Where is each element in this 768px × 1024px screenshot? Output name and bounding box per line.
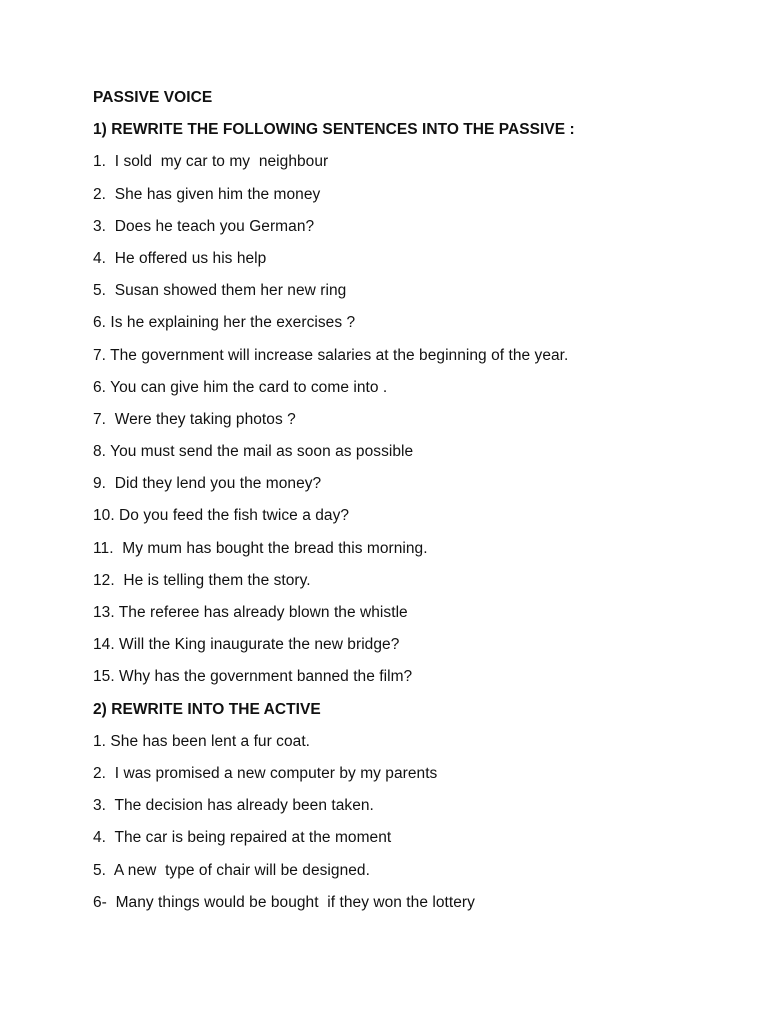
list-item: 5. A new type of chair will be designed. <box>93 861 370 879</box>
list-item: 7. Were they taking photos ? <box>93 410 296 428</box>
page-title: PASSIVE VOICE <box>93 89 213 106</box>
list-item: 7. The government will increase salaries at the beginning of the year. <box>93 346 569 364</box>
list-item: 12. He is telling them the story. <box>93 571 311 589</box>
list-item: 9. Did they lend you the money? <box>93 475 322 493</box>
list-item: 4. He offered us his help <box>93 249 267 267</box>
list-item: 10. Do you feed the fish twice a day? <box>93 507 350 525</box>
list-item: 5. Susan showed them her new ring <box>93 282 347 300</box>
list-item: 8. You must send the mail as soon as possible <box>93 443 414 461</box>
list-item: 4. The car is being repaired at the moment <box>93 829 392 847</box>
list-item: 13. The referee has already blown the whistle <box>93 604 408 621</box>
list-item: 2. I was promised a new computer by my parents <box>93 764 438 782</box>
worksheet-page <box>93 86 753 923</box>
list-item: 1. She has been lent a fur coat. <box>93 732 311 750</box>
section-2-heading: 2) REWRITE INTO THE ACTIVE <box>93 700 321 718</box>
list-item: 11. My mum has bought the bread this morning. <box>93 539 428 557</box>
list-item: 15. Why has the government banned the film? <box>93 668 413 686</box>
list-item: 2. She has given him the money <box>93 185 321 203</box>
list-item: 6. You can give him the card to come into . <box>93 378 388 396</box>
list-item: 1. I sold my car to my neighbour <box>93 153 329 171</box>
section-1-list <box>93 150 753 697</box>
list-item: 14. Will the King inaugurate the new bridge? <box>93 636 400 654</box>
list-item: 6- Many things would be bought if they won the lottery <box>93 893 475 911</box>
section-2-list <box>93 730 753 923</box>
list-item: 3. The decision has already been taken. <box>93 797 374 815</box>
list-item: 6. Is he explaining her the exercises ? <box>93 314 356 332</box>
list-item: 3. Does he teach you German? <box>93 217 315 235</box>
section-1-heading: 1) REWRITE THE FOLLOWING SENTENCES INTO THE PASSIVE : <box>93 121 575 139</box>
